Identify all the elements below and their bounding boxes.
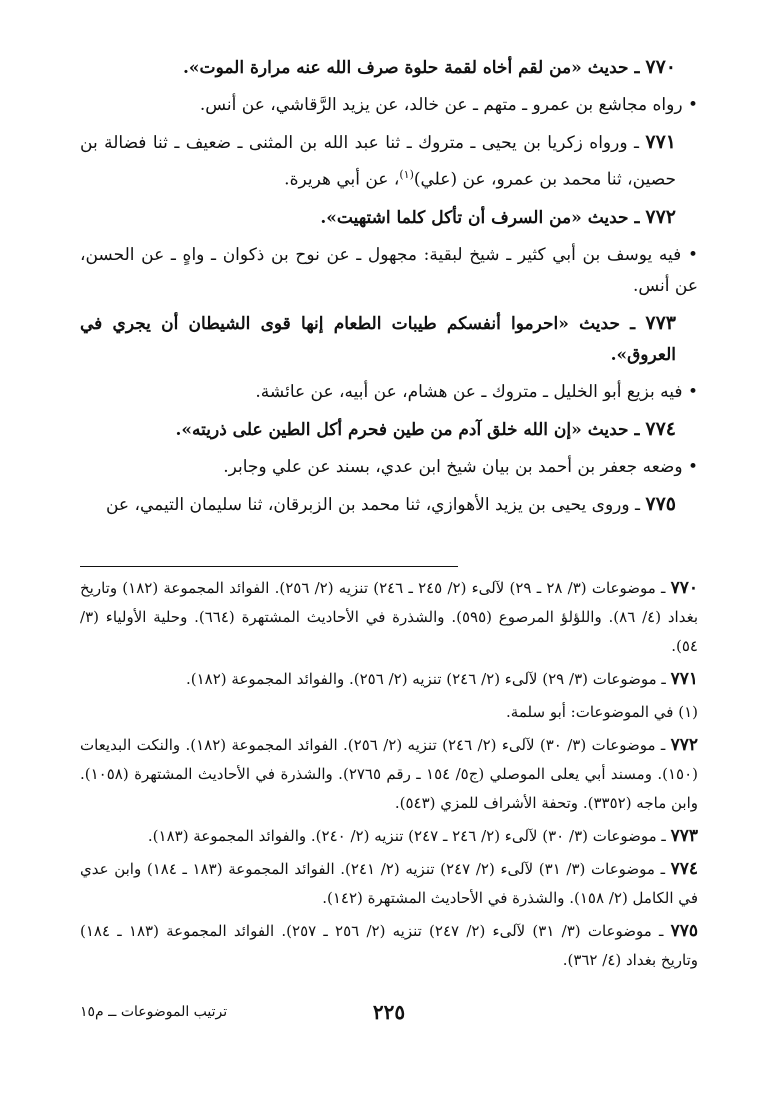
entry-number: ٧٧١ xyxy=(645,131,676,153)
page-number: ٢٢٥ xyxy=(372,1000,406,1024)
note-772: • فيه يوسف بن أبي كثير ـ شيخ لبقية: مجهول ـ عن نوح بن ذكوان ـ واهٍ ـ عن الحسن، عن أنس. xyxy=(80,244,698,296)
footnote-770: ٧٧٠ ـ موضوعات (٣/ ٢٨ ـ ٢٩) لآلىء (٢/ ٢٤٥ ـ ٢٤٦) تنزيه (٢/ ٢٥٦). الفوائد المجموعة (١٨٢) وتاريخ بغداد (٤/ ٨٦). واللؤلؤ المرصوع (٥٩٥). والشذرة في الأحاديث المشتهرة (٦٦٤). وحلية الأولياء (٣/ ٥٤). xyxy=(80,578,698,655)
page-footer xyxy=(80,1000,698,1030)
footnotes xyxy=(80,574,698,979)
entry-intro: ـ حديث xyxy=(568,313,646,334)
footnote-771: ٧٧١ ـ موضوعات (٣/ ٢٩) لآلىء (٢/ ٢٤٦) تنزيه (٢/ ٢٥٦). والفوائد المجموعة (١٨٢). xyxy=(186,669,698,689)
signature-mark: ترتيب الموضوعات ــ م١٥ xyxy=(80,1004,228,1020)
note-770: • رواه مجاشع بن عمرو ـ متهم ـ عن خالد، عن يزيد الرَّقاشي، عن أنس. xyxy=(199,95,698,115)
hadith-text: «من السرف أن تأكل كلما اشتهيت». xyxy=(320,207,582,228)
hadith-text: «إن الله خلق آدم من طين فحرم أكل الطين على ذريته». xyxy=(175,419,582,440)
note-773: • فيه بزيع أبو الخليل ـ متروك ـ عن هشام، عن أبيه، عن عائشة. xyxy=(255,381,698,402)
hadith-770 xyxy=(80,52,698,84)
footnote-divider xyxy=(80,566,458,567)
entry-text: ـ ورواه زكريا بن يحيى ـ متروك ـ ثنا عبد الله بن المثنى ـ ضعيف ـ ثنا فضالة بن حصين، ثنا محمد بن عمرو، عن (علي) xyxy=(80,133,676,190)
hadith-772 xyxy=(80,202,698,234)
entry-intro: ـ حديث xyxy=(581,207,646,228)
footnote-774: ٧٧٤ ـ موضوعات (٣/ ٣١) لآلىء (٢/ ٢٤٧) تنزيه (٢/ ٢٤١). الفوائد المجموعة (١٨٣ ـ ١٨٤) وابن عدي في الكامل (٢/ ١٥٨). والشذرة في الأحاديث المشتهرة (١٤٢). xyxy=(80,859,699,907)
main-text xyxy=(80,52,698,527)
entry-intro: ـ حديث xyxy=(581,58,646,78)
footnote-773: ٧٧٣ ـ موضوعات (٣/ ٣٠) لآلىء (٢/ ٢٤٦ ـ ٢٤٧) تنزيه (٢/ ٢٤٠). والفوائد المجموعة (١٨٣). xyxy=(147,826,698,846)
entry-775 xyxy=(80,489,698,521)
hadith-774 xyxy=(80,414,698,446)
entry-number: ٧٧٣ xyxy=(645,311,676,334)
note-774: • وضعه جعفر بن أحمد بن بيان شيخ ابن عدي، بسند عن علي وجابر. xyxy=(223,456,698,477)
entry-text-end: ، عن أبي هريرة. xyxy=(284,169,400,190)
entry-number: ٧٧٥ xyxy=(645,492,676,515)
entry-number: ٧٧٤ xyxy=(645,417,676,440)
hadith-773 xyxy=(80,308,698,371)
entry-number: ٧٧٠ xyxy=(645,56,676,78)
entry-intro: ـ حديث xyxy=(581,419,646,440)
hadith-text: «احرموا أنفسكم طيبات الطعام إنها قوى الشيطان أن يجري في العروق». xyxy=(80,313,676,365)
entry-text: ـ وروى يحيى بن يزيد الأهوازي، ثنا محمد بن الزبرقان، ثنا سليمان التيمي، عن xyxy=(105,494,646,515)
footnote-marker: (١) xyxy=(399,168,414,181)
footnote-1: (١) في الموضوعات: أبو سلمة. xyxy=(506,703,698,721)
footnote-775: ٧٧٥ ـ موضوعات (٣/ ٣١) لآلىء (٢/ ٢٤٧) تنزيه (٢/ ٢٥٦ ـ ٢٥٧). الفوائد المجموعة (١٨٣ ـ ١٨٤) وتاريخ بغداد (٤/ ٣٦٢). xyxy=(80,921,698,969)
entry-771 xyxy=(80,127,698,196)
hadith-text: «من لقم أخاه لقمة حلوة صرف الله عنه مرارة الموت». xyxy=(183,58,582,78)
entry-number: ٧٧٢ xyxy=(645,205,676,228)
footnote-772: ٧٧٢ ـ موضوعات (٣/ ٣٠) لآلىء (٢/ ٢٤٦) تنزيه (٢/ ٢٥٦). الفوائد المجموعة (١٨٢). والنكت البديعات (١٥٠). ومسند أبي يعلى الموصلي (ج٥/ ١٥٤ ـ رقم ٢٧٦٥). والشذرة في الأحاديث المشتهرة (١٠٥٨). وابن ماجه (٣٣٥٢). وتحفة الأشراف للمزي (٥٤٣). xyxy=(80,735,699,812)
